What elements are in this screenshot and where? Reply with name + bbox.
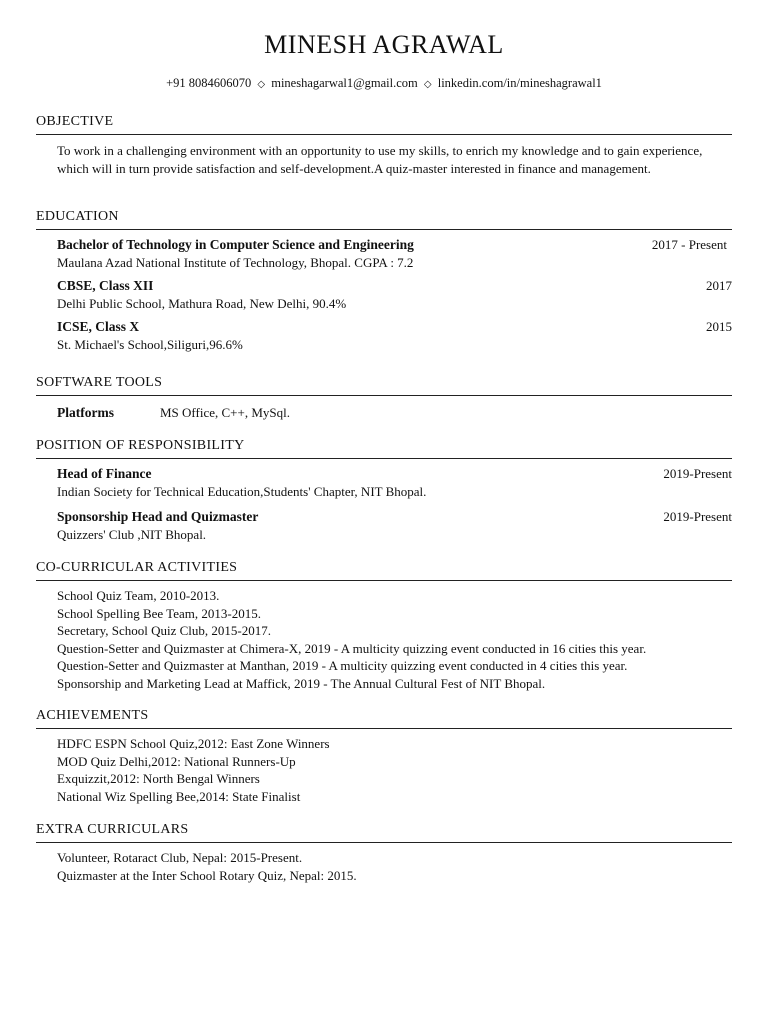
- list-item: Exquizzit,2012: North Bengal Winners: [57, 771, 260, 786]
- degree-title: ICSE, Class X: [57, 319, 140, 334]
- education-entry: [57, 277, 732, 312]
- phone-number: +91 8084606070: [166, 76, 252, 90]
- objective-section: [36, 114, 732, 177]
- list-item: Volunteer, Rotaract Club, Nepal: 2015-Present.: [57, 850, 303, 865]
- role-title: Sponsorship Head and Quizmaster: [57, 509, 259, 524]
- date-range: 2019-Present: [663, 466, 732, 481]
- cocurricular-section: [36, 560, 732, 692]
- list-item: Question-Setter and Quizmaster at Chimera-X, 2019 - A multicity quizzing event conducted in 16 cities this year.: [57, 640, 647, 656]
- institution-detail: St. Michael's School,Siliguri,96.6%: [57, 336, 243, 352]
- list-item: MOD Quiz Delhi,2012: National Runners-Up: [57, 753, 296, 769]
- list-item: Quizmaster at the Inter School Rotary Quiz, Nepal: 2015.: [57, 867, 357, 883]
- date-range: 2017: [706, 278, 732, 293]
- institution-detail: Delhi Public School, Mathura Road, New Delhi, 90.4%: [57, 295, 347, 311]
- tools-value: MS Office, C++, MySql.: [160, 405, 290, 420]
- section-title: POSITION OF RESPONSIBILITY: [36, 438, 732, 459]
- list-item: Sponsorship and Marketing Lead at Maffick, 2019 - The Annual Cultural Fest of NIT Bhopal.: [57, 675, 546, 691]
- cocurricular-list: [36, 587, 732, 692]
- linkedin-url: linkedin.com/in/mineshagrawal1: [437, 76, 602, 90]
- date-range: 2015: [706, 319, 732, 334]
- institution-detail: Maulana Azad National Institute of Technology, Bhopal. CGPA : 7.2: [57, 254, 414, 270]
- software-section: [36, 375, 732, 422]
- organization-detail: Indian Society for Technical Education,Students' Chapter, NIT Bhopal.: [57, 483, 427, 499]
- responsibility-entry: [57, 465, 732, 500]
- date-range: 2017 - Present: [651, 237, 727, 252]
- section-title: ACHIEVEMENTS: [36, 708, 732, 729]
- date-range: 2019-Present: [663, 509, 732, 524]
- degree-title: Bachelor of Technology in Computer Science and Engineering: [57, 237, 414, 252]
- tools-row: [57, 404, 732, 422]
- objective-text: To work in a challenging environment with an opportunity to use my skills, to enrich my knowledge and to gain experience, which will in turn provide satisfaction and self-development.A quiz-master interested in finance and management.: [57, 143, 703, 176]
- section-title: CO-CURRICULAR ACTIVITIES: [36, 560, 732, 581]
- education-entry: [57, 236, 732, 271]
- responsibility-entry: [57, 508, 732, 543]
- separator-diamond-icon: ◇: [423, 79, 432, 90]
- section-title: EDUCATION: [36, 209, 732, 230]
- education-section: [36, 209, 732, 359]
- software-body: [36, 402, 732, 422]
- extra-section: [36, 822, 732, 884]
- candidate-name: MINESH AGRAWAL: [264, 30, 504, 59]
- list-item: Secretary, School Quiz Club, 2015-2017.: [57, 623, 271, 638]
- organization-detail: Quizzers' Club ,NIT Bhopal.: [57, 526, 207, 542]
- achievements-section: [36, 708, 732, 805]
- responsibility-list: [36, 465, 732, 543]
- degree-title: CBSE, Class XII: [57, 278, 154, 293]
- list-item: Question-Setter and Quizmaster at Manthan, 2019 - A multicity quizzing event conducted in 4 cities this year.: [57, 658, 628, 673]
- list-item: School Quiz Team, 2010-2013.: [57, 588, 220, 603]
- list-item: HDFC ESPN School Quiz,2012: East Zone Winners: [57, 736, 330, 751]
- education-entry: [57, 318, 732, 353]
- section-title: OBJECTIVE: [36, 114, 732, 135]
- list-item: National Wiz Spelling Bee,2014: State Finalist: [57, 788, 301, 804]
- achievements-list: [36, 735, 732, 805]
- section-title: EXTRA CURRICULARS: [36, 822, 732, 843]
- email-address: mineshagarwal1@gmail.com: [271, 76, 418, 90]
- education-list: [36, 236, 732, 353]
- list-item: School Spelling Bee Team, 2013-2015.: [57, 605, 261, 621]
- section-title: SOFTWARE TOOLS: [36, 375, 732, 396]
- tools-label: Platforms: [57, 405, 114, 420]
- contact-line: [0, 76, 768, 91]
- extra-list: [36, 849, 732, 884]
- role-title: Head of Finance: [57, 466, 152, 481]
- responsibility-section: [36, 438, 732, 549]
- separator-diamond-icon: ◇: [257, 79, 266, 90]
